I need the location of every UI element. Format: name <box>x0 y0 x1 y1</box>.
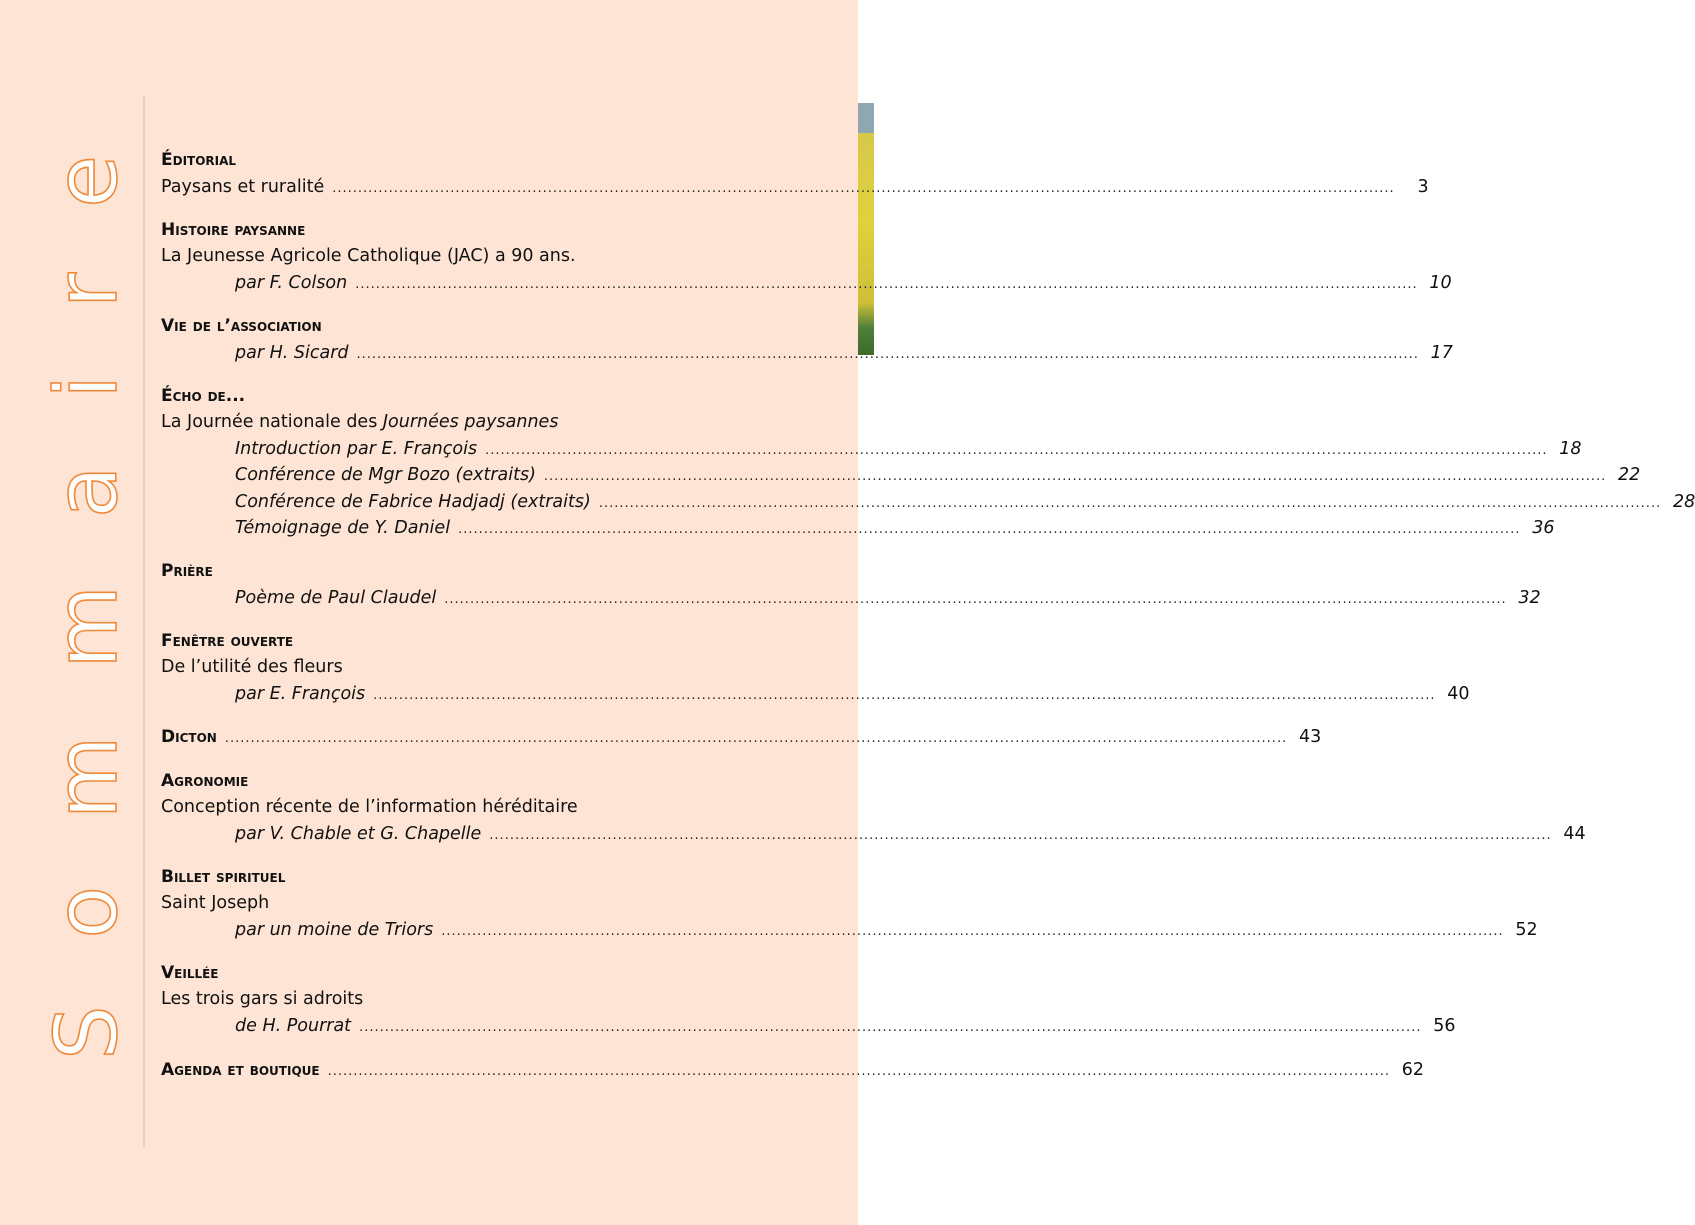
entry-title: Saint Joseph <box>161 893 270 913</box>
section-heading-histoire: Histoire paysanne <box>161 220 306 240</box>
entry-author: par F. Colson <box>235 273 348 293</box>
entry-title: La Jeunesse Agricole Catholique (JAC) a 90 ans. <box>161 246 576 266</box>
entry-title: Paysans et ruralité <box>161 177 325 197</box>
entry-label: Introduction par E. François <box>235 439 478 459</box>
dot-leader <box>355 274 1417 296</box>
dot-leader <box>332 178 1394 200</box>
toc-entry[interactable] <box>235 272 1452 296</box>
section-heading-association: Vie de l’association <box>161 316 322 336</box>
section-heading-priere: Prière <box>161 561 213 581</box>
entry-label: Conférence de Fabrice Hadjadj (extraits) <box>235 492 591 512</box>
toc-entry[interactable] <box>235 683 1470 707</box>
vertical-title-text: Sommaire <box>37 155 137 1060</box>
vertical-title <box>37 155 137 1060</box>
dot-leader <box>328 1061 1390 1083</box>
dot-leader <box>359 1017 1421 1039</box>
section-heading-agronomie: Agronomie <box>161 771 249 791</box>
toc-entry[interactable] <box>235 517 1555 541</box>
dot-leader <box>444 589 1506 611</box>
section-heading-agenda: Agenda et boutique <box>161 1060 320 1080</box>
page-number: 10 <box>1429 273 1452 293</box>
vertical-divider <box>143 97 145 1147</box>
page-number: 28 <box>1672 492 1695 512</box>
page-number: 43 <box>1298 727 1322 747</box>
toc-entry[interactable] <box>235 587 1541 611</box>
toc-entry[interactable] <box>161 726 1322 750</box>
section-heading-echo: Écho de... <box>161 386 246 406</box>
section-heading-editorial: Éditorial <box>161 150 237 170</box>
dot-leader <box>458 519 1520 541</box>
page-number: 62 <box>1401 1060 1425 1080</box>
toc-entry[interactable] <box>235 438 1582 462</box>
dot-leader <box>373 685 1435 707</box>
entry-author: par un moine de Triors <box>235 920 434 940</box>
entry-label: Témoignage de Y. Daniel <box>235 518 451 538</box>
page-number: 40 <box>1447 684 1470 704</box>
page-number: 18 <box>1559 439 1582 459</box>
section-heading-veillee: Veillée <box>161 963 219 983</box>
dot-leader <box>441 921 1503 943</box>
entry-author: de H. Pourrat <box>235 1016 352 1036</box>
dot-leader <box>544 466 1606 488</box>
toc-entry[interactable] <box>235 823 1586 847</box>
page-number: 36 <box>1532 518 1555 538</box>
toc-entry[interactable] <box>235 919 1538 943</box>
entry-label: Conférence de Mgr Bozo (extraits) <box>235 465 536 485</box>
entry-author: Poème de Paul Claudel <box>235 588 437 608</box>
toc-entry[interactable] <box>235 491 1695 515</box>
dot-leader <box>485 440 1547 462</box>
dot-leader <box>599 493 1661 515</box>
entry-author: par H. Sicard <box>235 343 349 363</box>
page-number: 22 <box>1618 465 1641 485</box>
toc-entry[interactable] <box>235 1015 1456 1039</box>
dot-leader <box>489 825 1551 847</box>
entry-title: De l’utilité des fleurs <box>161 657 343 677</box>
section-heading-billet: Billet spirituel <box>161 867 286 887</box>
dot-leader <box>225 728 1287 750</box>
toc-entry[interactable] <box>235 342 1453 366</box>
toc-entry[interactable] <box>161 1059 1425 1083</box>
dot-leader <box>357 344 1419 366</box>
page-number: 56 <box>1433 1016 1456 1036</box>
entry-author: par E. François <box>235 684 366 704</box>
page-number: 44 <box>1563 824 1586 844</box>
page-number: 32 <box>1518 588 1541 608</box>
section-heading-fenetre: Fenêtre ouverte <box>161 631 294 651</box>
cover-photo-edge <box>858 103 874 355</box>
toc-entry[interactable] <box>235 464 1641 488</box>
entry-title: Conception récente de l’information héréditaire <box>161 797 578 817</box>
entry-author: par V. Chable et G. Chapelle <box>235 824 482 844</box>
section-heading-dicton: Dicton <box>161 727 217 747</box>
toc-entry[interactable] <box>161 176 1429 200</box>
entry-title: Les trois gars si adroits <box>161 989 364 1009</box>
page-number: 52 <box>1515 920 1538 940</box>
page-number: 17 <box>1430 343 1453 363</box>
page-number: 3 <box>1417 177 1429 197</box>
entry-title: La Journée nationale des Journées paysannes <box>161 412 559 432</box>
